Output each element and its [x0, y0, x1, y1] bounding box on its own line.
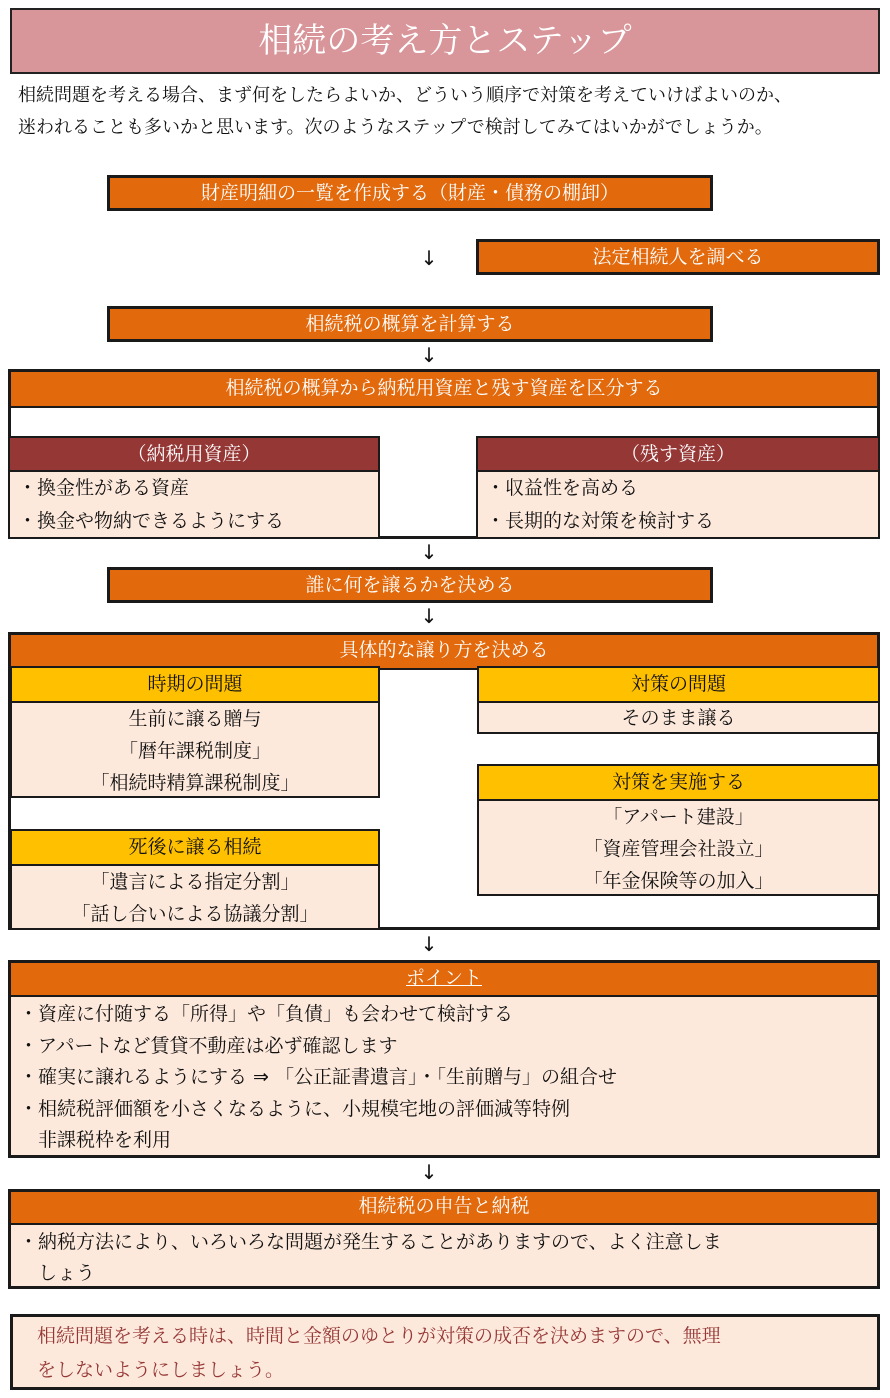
list-item: ・アパートなど賃貸不動産は必ず確認します	[19, 1034, 398, 1057]
after-death-header: 死後に譲る相続	[12, 831, 378, 866]
implement-header: 対策を実施する	[479, 766, 878, 801]
list-item: 「アパート建設」	[603, 806, 754, 828]
list-item: 生前に譲る贈与	[128, 708, 262, 730]
arrow-icon: ↓	[420, 343, 438, 367]
list-item: 「話し合いによる協議分割」	[71, 903, 319, 925]
tax-assets-panel	[8, 436, 380, 539]
intro-text	[18, 80, 878, 144]
step-estimate-tax: 相続税の概算を計算する	[107, 306, 713, 342]
step-inventory: 財産明細の一覧を作成する（財産・債務の棚卸）	[107, 175, 713, 211]
timing-header: 時期の問題	[12, 668, 378, 703]
list-item: 「暦年課税制度」	[118, 740, 271, 762]
list-item: そのまま譲る	[621, 707, 736, 729]
arrow-icon: ↓	[420, 1160, 438, 1184]
tax-assets-header: （納税用資産）	[10, 438, 378, 472]
list-item: しょう	[19, 1262, 96, 1284]
list-item: ・換金性がある資産	[18, 477, 190, 499]
points-header	[11, 963, 877, 997]
list-item: ・収益性を高める	[486, 477, 639, 499]
closing-line: 相続問題を考える時は、時間と金額のゆとりが対策の成否を決めますので、無理	[37, 1325, 721, 1347]
filing-header: 相続税の申告と納税	[11, 1192, 877, 1225]
method-header: 具体的な譲り方を決める	[11, 635, 877, 670]
implement-panel	[477, 764, 880, 896]
points-list	[11, 997, 877, 1157]
list-item: 「相続時精算課税制度」	[90, 772, 300, 794]
step-heirs: 法定相続人を調べる	[476, 239, 880, 275]
classify-header: 相続税の概算から納税用資産と残す資産を区分する	[11, 372, 877, 408]
list-item: ・相続税評価額を小さくなるように、小規模宅地の評価減等特例	[19, 1097, 571, 1120]
points-section	[8, 960, 880, 1158]
list-item: 非課税枠を利用	[19, 1129, 172, 1151]
closing-note	[10, 1314, 880, 1390]
filing-list	[11, 1225, 877, 1289]
list-item: ・納税方法により、いろいろな問題が発生することがありますので、よく注意しま	[19, 1231, 722, 1253]
page-title: 相続の考え方とステップ	[10, 8, 880, 74]
list-item: 「資産管理会社設立」	[583, 838, 774, 860]
after-death-panel	[10, 829, 380, 930]
list-item: ・資産に付随する「所得」や「負債」も会わせて検討する	[19, 1003, 514, 1025]
arrow-icon: ↓	[420, 540, 438, 564]
intro-line: 相続問題を考える場合、まず何をしたらよいか、どういう順序で対策を考えていけばよいのか、	[18, 85, 792, 106]
step-decide-recipients: 誰に何を譲るかを決める	[107, 567, 713, 603]
filing-section	[8, 1189, 880, 1289]
keep-assets-panel	[476, 436, 880, 539]
list-item: ・長期的な対策を検討する	[486, 510, 715, 532]
timing-panel	[10, 666, 380, 798]
arrow-icon: ↓	[420, 604, 438, 628]
keep-assets-header: （残す資産）	[478, 438, 878, 472]
list-item: ・確実に譲れるようにする ⇒ 「公正証書遺言」・「生前贈与」の組合せ	[19, 1066, 618, 1088]
list-item: 「年金保険等の加入」	[583, 870, 774, 892]
closing-line: をしないようにしましょう。	[37, 1359, 285, 1381]
points-title: ポイント	[405, 967, 482, 989]
list-item: ・換金や物納できるようにする	[18, 510, 285, 532]
arrow-icon: ↓	[420, 246, 438, 270]
intro-line: 迷われることも多いかと思います。次のようなステップで検討してみてはいかがでしょうか。	[18, 117, 773, 138]
measure-header: 対策の問題	[479, 668, 878, 703]
arrow-icon: ↓	[420, 932, 438, 956]
list-item: 「遺言による指定分割」	[90, 871, 300, 893]
measure-panel	[477, 666, 880, 734]
